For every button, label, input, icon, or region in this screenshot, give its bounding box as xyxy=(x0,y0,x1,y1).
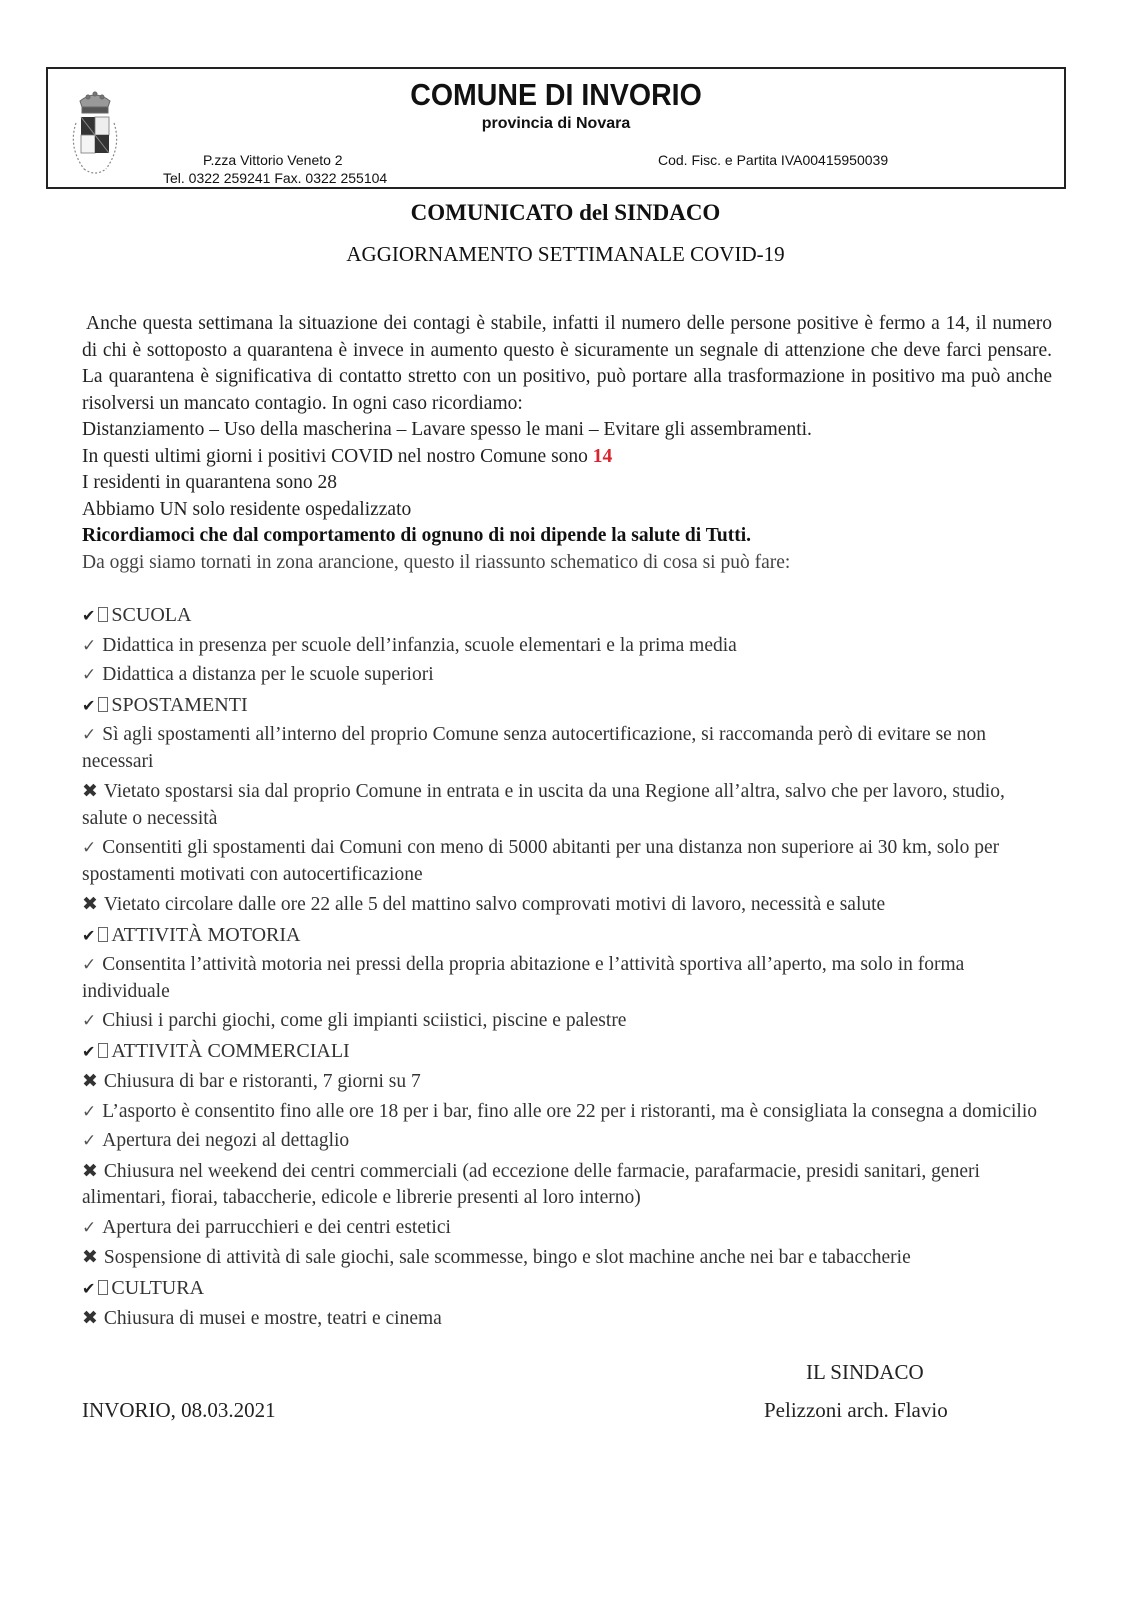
section-heading xyxy=(82,692,1052,720)
item-text: Apertura dei parrucchieri e dei centri estetici xyxy=(102,1216,451,1238)
allowed-item xyxy=(82,633,1052,660)
forbidden-item xyxy=(82,1158,1052,1212)
place-date: INVORIO, 08.03.2021 xyxy=(82,1398,276,1422)
check-mark-icon: ✔ xyxy=(82,695,96,715)
allowed-item xyxy=(82,835,1052,888)
municipality-name: COMUNE DI INVORIO xyxy=(410,77,702,112)
document-title: COMUNICATO del SINDACO xyxy=(410,200,721,225)
check-mark-icon: ✔ xyxy=(82,1041,96,1061)
item-text: Chiusi i parchi giochi, come gli impianti sciistici, piscine e palestre xyxy=(102,1010,627,1031)
item-text: Didattica in presenza per scuole dell’infanzia, scuole elementari e la prima media xyxy=(102,634,737,656)
x-icon: ✖ xyxy=(82,1070,98,1092)
allowed-item xyxy=(82,1099,1052,1126)
item-text: Didattica a distanza per le scuole superiori xyxy=(102,664,434,685)
section-label: ATTIVITÀ MOTORIA xyxy=(111,923,301,946)
allowed-item xyxy=(82,1215,1052,1242)
section-heading xyxy=(82,1275,1052,1303)
x-icon: ✖ xyxy=(82,1246,98,1268)
box-icon xyxy=(98,1280,108,1295)
item-text: Chiusura di bar e ristoranti, 7 giorni su 7 xyxy=(103,1071,421,1092)
section-heading xyxy=(82,922,1052,950)
forbidden-item xyxy=(82,1244,1052,1272)
box-icon xyxy=(98,1043,108,1058)
section-heading xyxy=(82,1038,1052,1066)
forbidden-item xyxy=(82,778,1052,832)
positives-line xyxy=(82,444,1052,471)
item-text: Chiusura nel weekend dei centri commerciali (ad eccezione delle farmacie, parafarmacie, presidi sanitari, generi alimentari, fiorai, tabaccherie, edicole e librerie presenti al loro interno) xyxy=(82,1160,980,1208)
item-text: Chiusura di musei e mostre, teatri e cinema xyxy=(103,1308,442,1329)
tax-code: Cod. Fisc. e Partita IVA00415950039 xyxy=(658,152,889,168)
province-label: provincia di Novara xyxy=(481,115,631,132)
section-label: ATTIVITÀ COMMERCIALI xyxy=(111,1039,350,1062)
check-mark-icon: ✔ xyxy=(82,925,96,945)
check-outline-icon: ✓︎ xyxy=(82,1131,97,1151)
check-mark-icon: ✔ xyxy=(82,606,96,625)
allowed-item xyxy=(82,1128,1052,1155)
forbidden-item xyxy=(82,1305,1052,1333)
check-outline-icon: ✓︎ xyxy=(82,635,97,656)
phone-fax: Tel. 0322 259241 Fax. 0322 255104 xyxy=(163,170,388,186)
box-icon xyxy=(98,927,108,942)
x-icon: ✖ xyxy=(82,1159,98,1182)
positives-count: 14 xyxy=(592,445,613,467)
positives-text: In questi ultimi giorni i positivi COVID nel nostro Comune sono xyxy=(82,445,593,467)
check-outline-icon: ✓︎ xyxy=(82,725,97,745)
allowed-item xyxy=(82,1008,1052,1035)
section-label: SPOSTAMENTI xyxy=(111,693,248,716)
check-outline-icon: ✓︎ xyxy=(82,1101,97,1122)
quarantine-line: I residenti in quarantena sono 28 xyxy=(82,472,338,493)
item-text: Vietato circolare dalle ore 22 alle 5 del mattino salvo comprovati motivi di lavoro, necessità e salute xyxy=(103,894,886,915)
reminder-line: Ricordiamoci che dal comportamento di ognuno di noi dipende la salute di Tutti. xyxy=(82,525,752,546)
item-text: Consentita l’attività motoria nei pressi della propria abitazione e l’attività sportiva all’aperto, ma solo in forma individuale xyxy=(82,954,965,1002)
section-heading xyxy=(82,602,1052,630)
item-text: L’asporto è consentito fino alle ore 18 per i bar, fino alle ore 22 per i ristoranti, ma è consigliata la consegna a domicilio xyxy=(102,1100,1037,1122)
box-icon xyxy=(98,697,108,712)
check-outline-icon: ✓︎ xyxy=(82,1217,97,1238)
item-text: Apertura dei negozi al dettaglio xyxy=(102,1130,350,1151)
rules-list xyxy=(82,602,1052,1336)
check-outline-icon: ✓︎ xyxy=(82,665,97,685)
hospital-line: Abbiamo UN solo residente ospedalizzato xyxy=(82,498,412,520)
check-mark-icon: ✔ xyxy=(82,1278,96,1298)
zone-line: Da oggi siamo tornati in zona arancione, questo il riassunto schematico di cosa si può fare: xyxy=(82,551,791,573)
section-label: CULTURA xyxy=(111,1276,205,1299)
address: P.zza Vittorio Veneto 2 xyxy=(203,152,343,168)
letterhead xyxy=(46,67,1066,189)
item-text: Sì agli spostamenti all’interno del proprio Comune senza autocertificazione, si raccomanda però di evitare se non necessari xyxy=(82,724,986,772)
item-text: Sospensione di attività di sale giochi, sale scommesse, bingo e slot machine anche nei bar e tabaccherie xyxy=(103,1247,911,1268)
allowed-item xyxy=(82,662,1052,689)
x-icon: ✖ xyxy=(82,780,98,802)
signature-name: Pelizzoni arch. Flavio xyxy=(764,1398,948,1422)
allowed-item xyxy=(82,722,1052,775)
x-icon: ✖ xyxy=(82,893,98,915)
item-text: Vietato spostarsi sia dal proprio Comune in entrata e in uscita da una Regione all’altra, salvo che per lavoro, studio, salute o necessità xyxy=(82,781,1005,829)
x-icon: ✖ xyxy=(82,1307,98,1329)
forbidden-item xyxy=(82,1068,1052,1096)
check-outline-icon: ✓︎ xyxy=(82,1011,97,1031)
intro-paragraph: Anche questa settimana la situazione dei contagi è stabile, infatti il numero delle persone positive è fermo a 14, il numero di chi è sottoposto a quarantena è invece in aumento questo è sicuramente un segnale di attenzione che deve farci pensare. La quarantena è significativa di contatto stretto con un positivo, può portare alla trasformazione in positivo ma può anche risolversi un mancato contagio. In ogni caso ricordiamo: xyxy=(82,313,1052,414)
check-outline-icon: ✓︎ xyxy=(82,838,97,858)
rules-line: Distanziamento – Uso della mascherina – Lavare spesso le mani – Evitare gli assembramenti. xyxy=(82,419,812,440)
forbidden-item xyxy=(82,891,1052,919)
section-label: SCUOLA xyxy=(111,604,192,626)
allowed-item xyxy=(82,952,1052,1005)
item-text: Consentiti gli spostamenti dai Comuni con meno di 5000 abitanti per una distanza non superiore ai 30 km, solo per spostamenti motivati con autocertificazione xyxy=(82,837,1000,885)
announcement-body xyxy=(82,311,1052,576)
check-outline-icon: ✓︎ xyxy=(82,955,97,975)
signature-title: IL SINDACO xyxy=(806,1360,924,1384)
document-subtitle: AGGIORNAMENTO SETTIMANALE COVID-19 xyxy=(346,242,785,266)
box-icon xyxy=(98,607,108,622)
